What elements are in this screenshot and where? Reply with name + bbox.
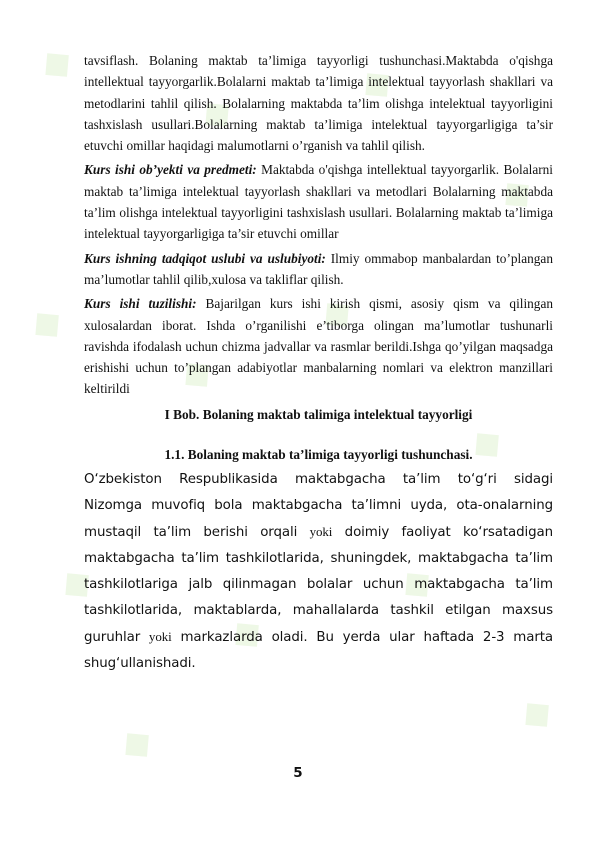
page-content <box>84 50 553 678</box>
structure-text: Bajarilgan kurs ishi kirish qismi, asosiy qism va qilingan xulosalardan iborat. Ishda o’rganilishi e’tiborga olingan ma’lumotlar tushunarli ravishda ifodalash uchun chizma jadvallar va rasmlar berildi.Ishga qo’yilgan maqsadga erishishi uchun to’plangan adabiyotlar manbalarning nomlari va elektron manzillari keltirildi <box>84 296 554 397</box>
watermark-mark: ◆ <box>218 605 272 661</box>
body-text-1: O‘zbekiston Respublikasida maktabgacha ta’lim to‘g‘ri sidagi Nizomga muvofiq bola maktabgacha ta’limni uyda, ota-onalarning mustaqil ta’lim berishi orqali <box>84 471 553 540</box>
object-paragraph <box>84 159 553 244</box>
method-paragraph <box>84 248 553 291</box>
watermark-mark: ◆ <box>458 415 512 471</box>
watermark-mark: ◆ <box>28 35 82 91</box>
body-text-3: markazlarda oladi. Bu yerda ular haftada 2-3 marta shug‘ullanishadi. <box>84 630 553 672</box>
method-text: Ilmiy ommabop manbalardan to’plangan ma’lumotlar tahlil qilib,xulosa va takliflar qilish. <box>84 250 553 287</box>
chapter-heading: I Bob. Bolaning maktab talimiga intelektual tayyorligi <box>164 406 473 422</box>
intro-paragraph: tavsiflash. Bolaning maktab ta’limiga tayyorligi tushunchasi.Maktabda o'qishga intellektual tayyorgarlik.Bolalarni maktab ta’limiga intelektual tayyorlash shakllari va metodlarini tahlil qilish. Bolalarning maktabda ta’lim olishga intelektual tayyorligini tashxislash usullari.Bolalarning maktab ta’limiga intelektual tayyorgarligiga ta’sir etuvchi omillar haqidagi malumotlarni o’rganish va tahlil qilish. <box>84 53 553 154</box>
body-yoki-2: yoki <box>148 629 172 645</box>
body-paragraph <box>84 467 553 678</box>
watermark-mark: ◆ <box>18 295 72 351</box>
body-text-2: doimiy faoliyat ko‘rsatadigan maktabgacha ta’lim tashkilotlarida, shuningdek, maktabgacha ta’lim tashkilotlariga jalb qilinmagan bolalar uchun maktabgacha ta’lim tashkilotlarida, maktablarda, mahallalarda tashkil etilgan maxsus guruhlar <box>84 524 553 646</box>
watermark-mark: ◆ <box>348 55 402 111</box>
watermark-mark: ◆ <box>388 555 442 611</box>
watermark-mark: ◆ <box>108 715 162 771</box>
watermark-mark: ◆ <box>308 285 362 341</box>
object-text: Maktabda o'qishga intellektual tayyorgarlik. Bolalarni maktab ta’limiga intelektual tayyorlash shakllari va metodlari Bolalarning maktabda ta’lim olishga intelektual tayyorligini tashxislash usullari. Bolalarning maktab ta’limiga intelektual tayyorgarligiga ta’sir etuvchi omillar <box>84 162 553 242</box>
structure-label: Kurs ishi tuzilishi: <box>84 296 197 312</box>
body-yoki-1: yoki <box>309 523 333 539</box>
structure-paragraph <box>84 293 553 399</box>
watermark-mark: ◆ <box>508 685 562 741</box>
object-label: Kurs ishi ob’yekti va predmeti: <box>84 162 257 178</box>
watermark-mark: ◆ <box>488 165 542 221</box>
watermark-mark: ◆ <box>188 85 242 141</box>
method-label: Kurs ishning tadqiqot uslubi va uslubiyoti: <box>84 250 326 266</box>
watermark-mark: ◆ <box>48 555 102 611</box>
watermark-mark: ◆ <box>168 345 222 401</box>
section-heading: 1.1. Bolaning maktab ta’limiga tayyorligi tushunchasi. <box>164 446 473 462</box>
page-number: 5 <box>293 765 303 781</box>
